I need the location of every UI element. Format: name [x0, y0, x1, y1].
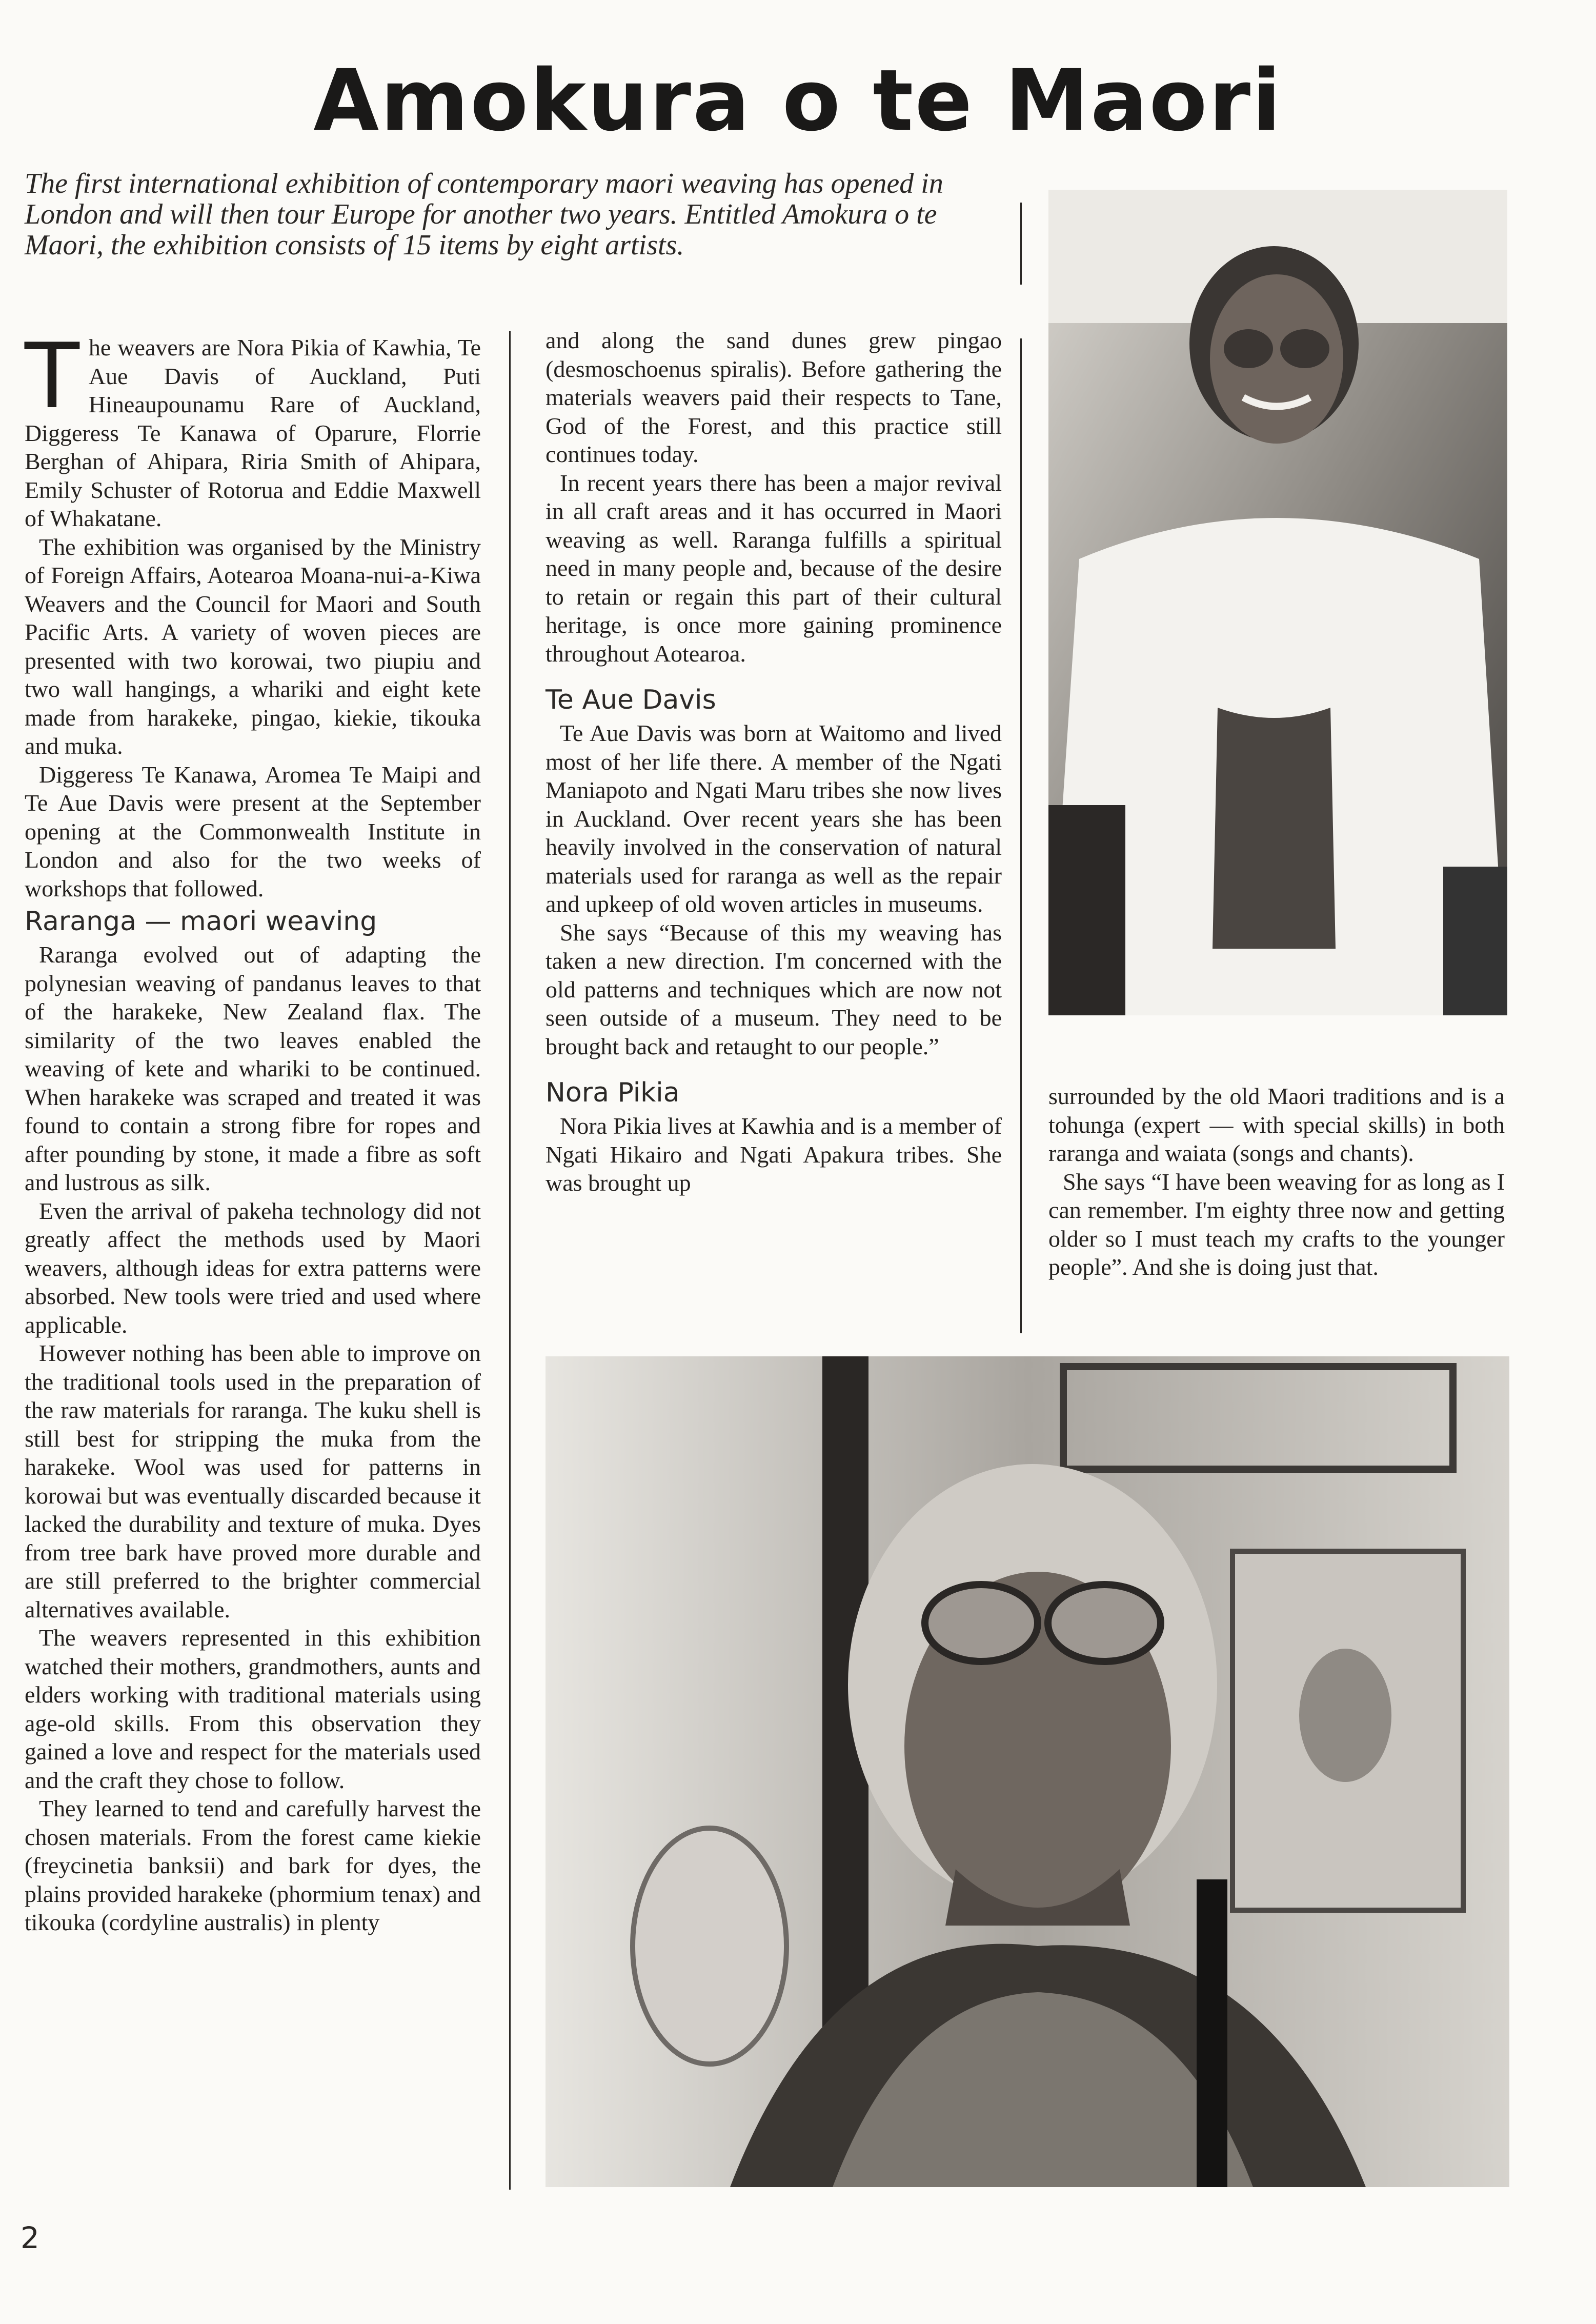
paragraph: Diggeress Te Kanawa, Aromea Te Maipi and Te Aue Davis were present at the September opening at the Commonwealth Institute in London and also for the two weeks of workshops that followed. — [25, 761, 481, 901]
column-rule-right — [1020, 338, 1022, 1333]
intro-standfirst: The first international exhibition of contemporary maori weaving has opened in London and will then tour Europe for another two years. Entitled Amokura o te Maori, the exhibition consists of 15 items by eight artists. — [25, 168, 943, 261]
section-heading-te-aue-davis: Te Aue Davis — [546, 685, 716, 715]
portrait-photo-nora-pikia — [546, 1356, 1509, 2187]
article-title: Amokura o te Maori — [313, 51, 1283, 150]
portrait-image — [1048, 190, 1507, 1015]
column-rule-left — [509, 331, 511, 2190]
paragraph: Even the arrival of pakeha technology did not greatly affect the methods used by Maori weavers, although ideas for extra patterns were absorbed. New tools were tried and used where applicable. — [25, 1197, 481, 1338]
section-heading-nora-pikia: Nora Pikia — [546, 1077, 680, 1108]
drop-cap: T — [25, 325, 79, 429]
portrait-image — [546, 1356, 1509, 2187]
paragraph: and along the sand dunes grew pingao (desmoschoenus spiralis). Before gathering the materials weavers paid their respects to Tane, God of the Forest, and this practice still continues today. — [546, 327, 1002, 467]
column-two — [546, 326, 1002, 1197]
paragraph: Raranga evolved out of adapting the polynesian weaving of pandanus leaves to that of the harakeke, New Zealand flax. The similarity of the two leaves enabled the weaving of kete and whariki to be continued. When harakeke was scraped and treated it was found to contain a strong fibre for ropes and after pounding by stone, it made a fibre as soft and lustrous as silk. — [25, 941, 481, 1195]
paragraph: he weavers are Nora Pikia of Kawhia, Te Aue Davis of Auckland, Puti Hineaupounamu Rare of Auckland, Diggeress Te Kanawa of Oparure, Florrie Berghan of Ahipara, Riria Smith of Ahipara, Emily Schuster of Rotorua and Eddie Maxwell of Whakatane. — [25, 334, 481, 531]
paragraph: Nora Pikia lives at Kawhia and is a member of Ngati Hikairo and Ngati Apakura tribes. She was brought up — [546, 1113, 1002, 1196]
paragraph: She says “I have been weaving for as long as I can remember. I'm eighty three now and getting older so I must teach my crafts to the younger people”. And she is doing just that. — [1048, 1168, 1505, 1280]
paragraph: However nothing has been able to improve on the traditional tools used in the preparation of the raw materials for raranga. The kuku shell is still best for stripping the muka from the harakeke. Wool was used for patterns in korowai but was eventually discarded because it lacked the durability and texture of muka. Dyes from tree bark have proved more durable and are still preferred to the brighter commercial alternatives available. — [25, 1340, 481, 1622]
paragraph: She says “Because of this my weaving has taken a new direction. I'm concerned with the old patterns and techniques which are now not seen outside of a museum. They need to be brought back and retaught to our people.” — [546, 919, 1002, 1059]
portrait-photo-te-aue-davis — [1048, 190, 1507, 1015]
paragraph: They learned to tend and carefully harvest the chosen materials. From the forest came kiekie (freycinetia banksii) and bark for dyes, the plains provided harakeke (phormium tenax) and tikouka (cordyline australis) in plenty — [25, 1795, 481, 1935]
page-number: 2 — [21, 2220, 39, 2255]
column-rule-top — [1020, 203, 1022, 285]
paragraph: In recent years there has been a major revival in all craft areas and it has occurred in Maori weaving as well. Raranga fulfills a spiritual need in many people and, because of the desire to retain or regain this part of their cultural heritage, is once more gaining prominence throughout Aotearoa. — [546, 469, 1002, 667]
column-one — [25, 325, 481, 1937]
paragraph: Te Aue Davis was born at Waitomo and lived most of her life there. A member of the Ngati Maniapoto and Ngati Maru tribes she now lives in Auckland. Over recent years she has been heavily involved in the conservation of natural materials used for raranga as well as the repair and upkeep of old woven articles in museums. — [546, 720, 1002, 917]
paragraph: The weavers represented in this exhibition watched their mothers, grandmothers, aunts and elders working with traditional materials using age-old skills. From this observation they gained a love and respect for the materials used and the craft they chose to follow. — [25, 1625, 481, 1793]
column-three — [1048, 1082, 1505, 1281]
paragraph: The exhibition was organised by the Ministry of Foreign Affairs, Aotearoa Moana-nui-a-Kiwa Weavers and the Council for Maori and South Pacific Arts. A variety of woven pieces are presented with two korowai, two piupiu and two wall hangings, a whariki and eight kete made from harakeke, pingao, kiekie, tikouka and muka. — [25, 533, 481, 759]
paragraph: surrounded by the old Maori traditions and is a tohunga (expert — with special skills) in both raranga and waiata (songs and chants). — [1048, 1083, 1505, 1166]
section-heading-raranga: Raranga — maori weaving — [25, 906, 377, 937]
